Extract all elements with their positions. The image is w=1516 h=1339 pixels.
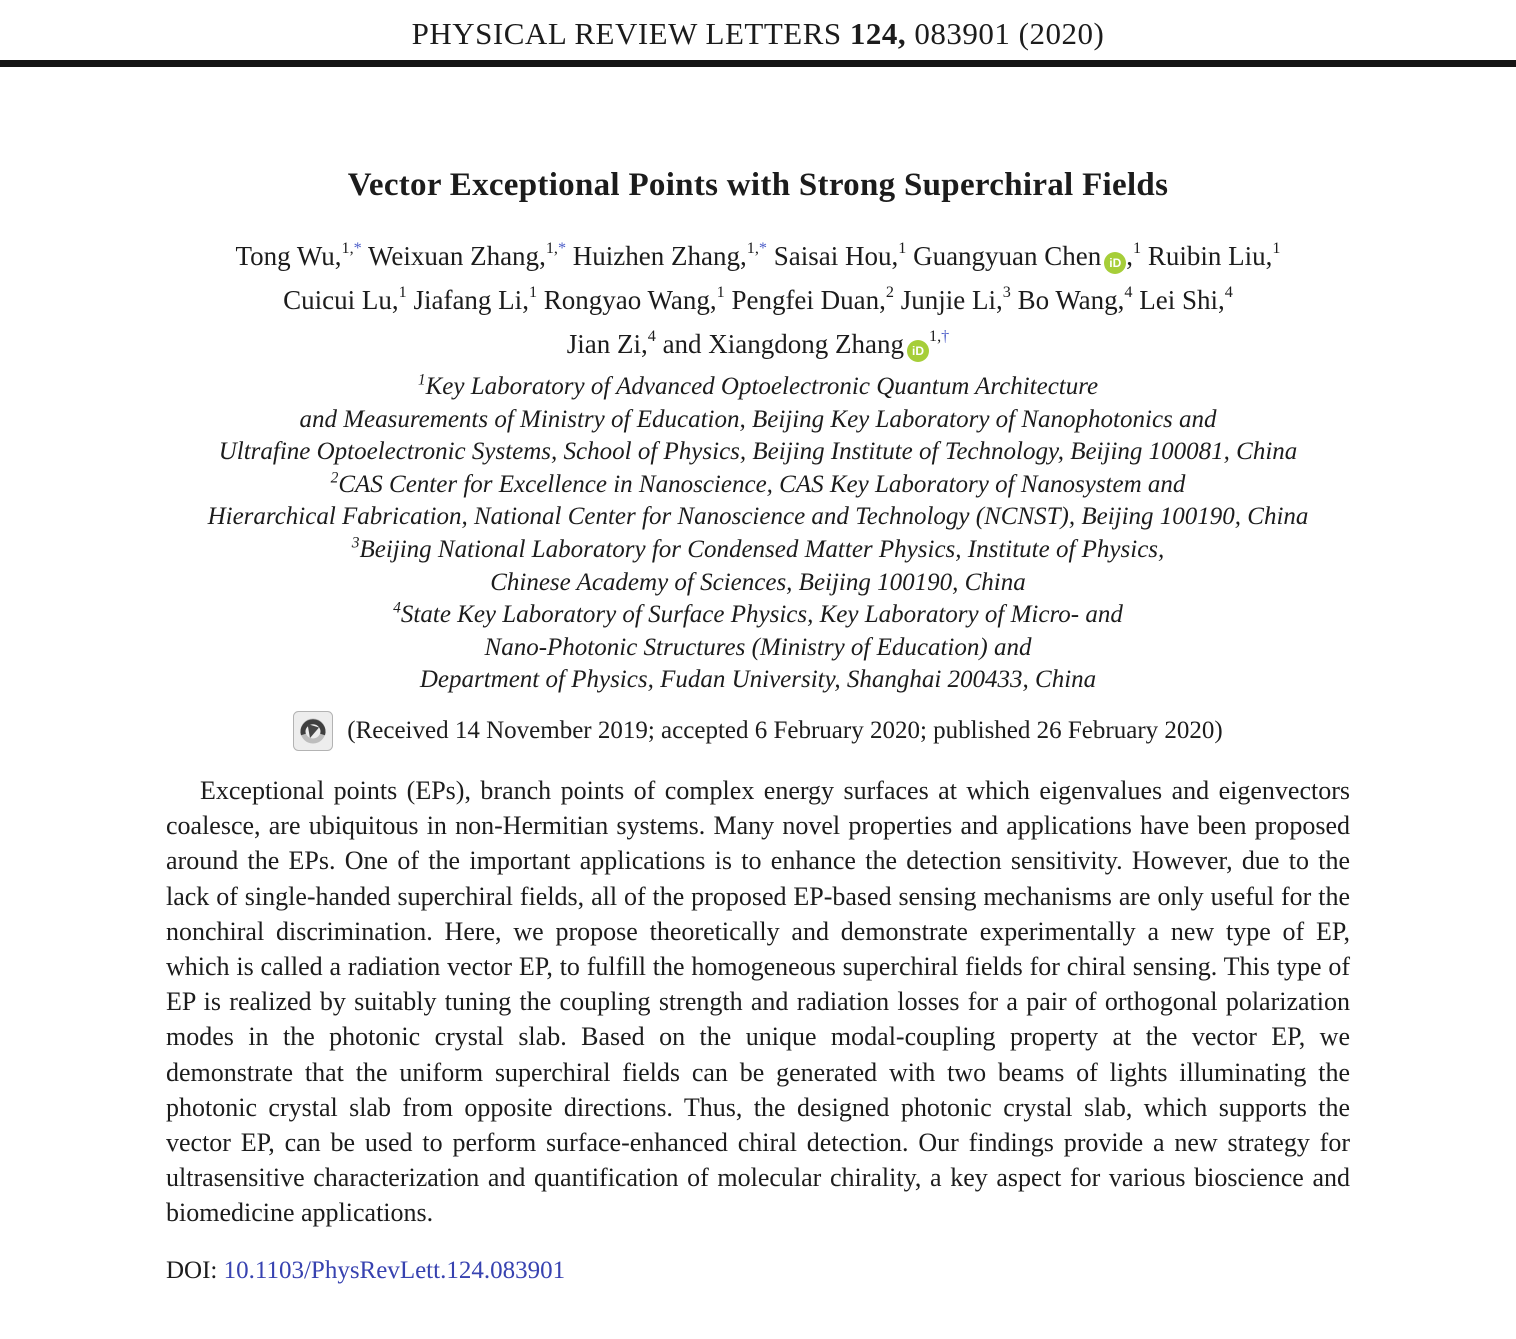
received-line <box>0 711 1516 751</box>
received-text: (Received 14 November 2019; accepted 6 February 2020; published 26 February 2020) <box>347 716 1223 744</box>
author-name: Rongyao Wang <box>543 285 710 315</box>
author-name: Ruibin Liu <box>1147 241 1266 271</box>
doi-link[interactable]: 10.1103/PhysRevLett.124.083901 <box>223 1256 566 1284</box>
abstract-text: Exceptional points (EPs), branch points of complex energy surfaces at which eigenvalues and eigenvectors coalesce, are ubiquitous in non-Hermitian systems. Many novel properties and applications have been proposed around the EPs. One of the important applications is to enhance the detection sensitivity. However, due to the lack of single-handed superchiral fields, all of the proposed EP-based sensing mechanisms are only useful for the nonchiral discrimination. Here, we propose theoretically and demonstrate experimentally a new type of EP, which is called a radiation vector EP, to fulfill the homogeneous superchiral fields for chiral sensing. This type of EP is realized by suitably tuning the coupling strength and radiation losses for a pair of orthogonal polarization modes in the photonic crystal slab. Based on the unique modal-coupling property at the vector EP, we demonstrate that the uniform superchiral fields can be generated with two beams of lights illuminating the photonic crystal slab from opposite directions. Thus, the designed photonic crystal slab, which supports the vector EP, can be used to perform surface-enhanced chiral detection. Our findings provide a new strategy for ultrasensitive characterization and quantification of molecular chirality, a key aspect for various bioscience and biomedicine applications. <box>166 775 1350 1228</box>
affiliation-line: and Measurements of Ministry of Education, Beijing Key Laboratory of Nanophotonics and <box>299 405 1217 433</box>
journal-name: PHYSICAL REVIEW LETTERS <box>411 16 842 51</box>
author-sup: 1,* <box>545 239 567 257</box>
author-name: Junjie Li <box>900 285 996 315</box>
author-sup: 1 <box>528 283 538 301</box>
author-sup: 1,† <box>929 327 950 345</box>
affiliation-line: Chinese Academy of Sciences, Beijing 100190, China <box>490 568 1026 596</box>
journal-issue: 083901 (2020) <box>914 16 1105 51</box>
author-sup: 1 <box>716 283 725 301</box>
author-sup: 1 <box>1272 239 1281 257</box>
affiliations <box>0 371 1516 697</box>
affiliation-line: $^2$CAS Center for Excellence in Nanoscience, CAS Key Laboratory of Nanosystem and <box>330 469 1186 498</box>
author-name: Huizhen Zhang <box>572 241 740 271</box>
author-sup: 1,* <box>746 239 767 257</box>
affiliation-line: $^3$Beijing National Laboratory for Condensed Matter Physics, Institute of Physics, <box>351 534 1165 563</box>
journal-volume: 124, <box>849 16 907 51</box>
author-name: Jian Zi <box>566 329 641 359</box>
author-sup: 1 <box>398 283 407 301</box>
author-name: Guangyuan Chen <box>913 241 1102 271</box>
author-line: Cuicui Lu,$^1$ Jiafang Li,$^1$ Rongyao Wang,$^1$ Pengfei Duan,$^2$ Junjie Li,$^3$ Bo Wang,$^4$ Lei Shi,$^4$ <box>283 283 1233 315</box>
author-name: Cuicui Lu <box>283 285 392 315</box>
author-sup: 4 <box>1124 283 1133 301</box>
affiliation-line: Ultrafine Optoelectronic Systems, School of Physics, Beijing Institute of Technology, Beijing 100081, China <box>218 438 1298 466</box>
author-lines <box>0 234 1516 366</box>
author-name: Bo Wang <box>1017 285 1118 315</box>
author-sup: 4 <box>647 327 656 345</box>
author-name: and Xiangdong Zhang <box>662 329 905 359</box>
author-line: Jian Zi,$^4$ and Xiangdong Zhang $iD^{1,\dagger}$ <box>0 322 1516 366</box>
author-sup: 1,* <box>341 239 362 257</box>
affiliation-line: Nano-Photonic Structures (Ministry of Education) and <box>484 633 1032 661</box>
affiliation-line: Department of Physics, Fudan University, Shanghai 200433, China <box>419 666 1097 694</box>
crossmark-icon[interactable] <box>293 711 333 751</box>
author-name: Weixuan Zhang <box>368 241 540 271</box>
author-sup: 3 <box>1002 283 1011 301</box>
author-name: Saisai Hou <box>773 241 892 271</box>
affiliation-sup: 2 <box>330 469 339 487</box>
journal-header <box>0 0 1516 52</box>
author-sup: 1 <box>898 239 907 257</box>
author-name: Jiafang Li <box>413 285 523 315</box>
affiliation-line: Hierarchical Fabrication, National Center for Nanoscience and Technology (NCNST), Beijing 100190, China <box>207 503 1309 531</box>
doi-line <box>166 1257 1350 1285</box>
author-sup: 1 <box>1133 239 1142 257</box>
doi-label: DOI: <box>166 1256 218 1284</box>
affiliation-sup: 1 <box>417 371 426 389</box>
author-sup: 4 <box>1224 283 1233 301</box>
orcid-icon[interactable]: iD <box>1104 252 1126 274</box>
author-name: Lei Shi <box>1139 285 1219 315</box>
author-name: Tong Wu <box>235 241 335 271</box>
affiliation-line: $^1$Key Laboratory of Advanced Optoelectronic Quantum Architecture <box>417 371 1099 400</box>
paper-title: Vector Exceptional Points with Strong Superchiral Fields <box>347 167 1169 203</box>
author-name: Pengfei Duan <box>731 285 880 315</box>
affiliation-line: $^4$State Key Laboratory of Surface Physics, Key Laboratory of Micro- and <box>393 599 1123 629</box>
author-line: Tong Wu,$^{1,*}$ Weixuan Zhang,$^{1,*}$ Huizhen Zhang,$^{1,*}$ Saisai Hou,$^1$ Guangyuan Chen iD ,$^1$ Ruibin Liu,$^1$ <box>0 234 1516 278</box>
affiliation-sup: 4 <box>393 599 401 617</box>
affiliation-sup: 3 <box>351 534 360 552</box>
header-rule <box>0 60 1516 67</box>
orcid-icon[interactable]: iD <box>907 340 929 362</box>
author-sup: 2 <box>885 283 894 301</box>
